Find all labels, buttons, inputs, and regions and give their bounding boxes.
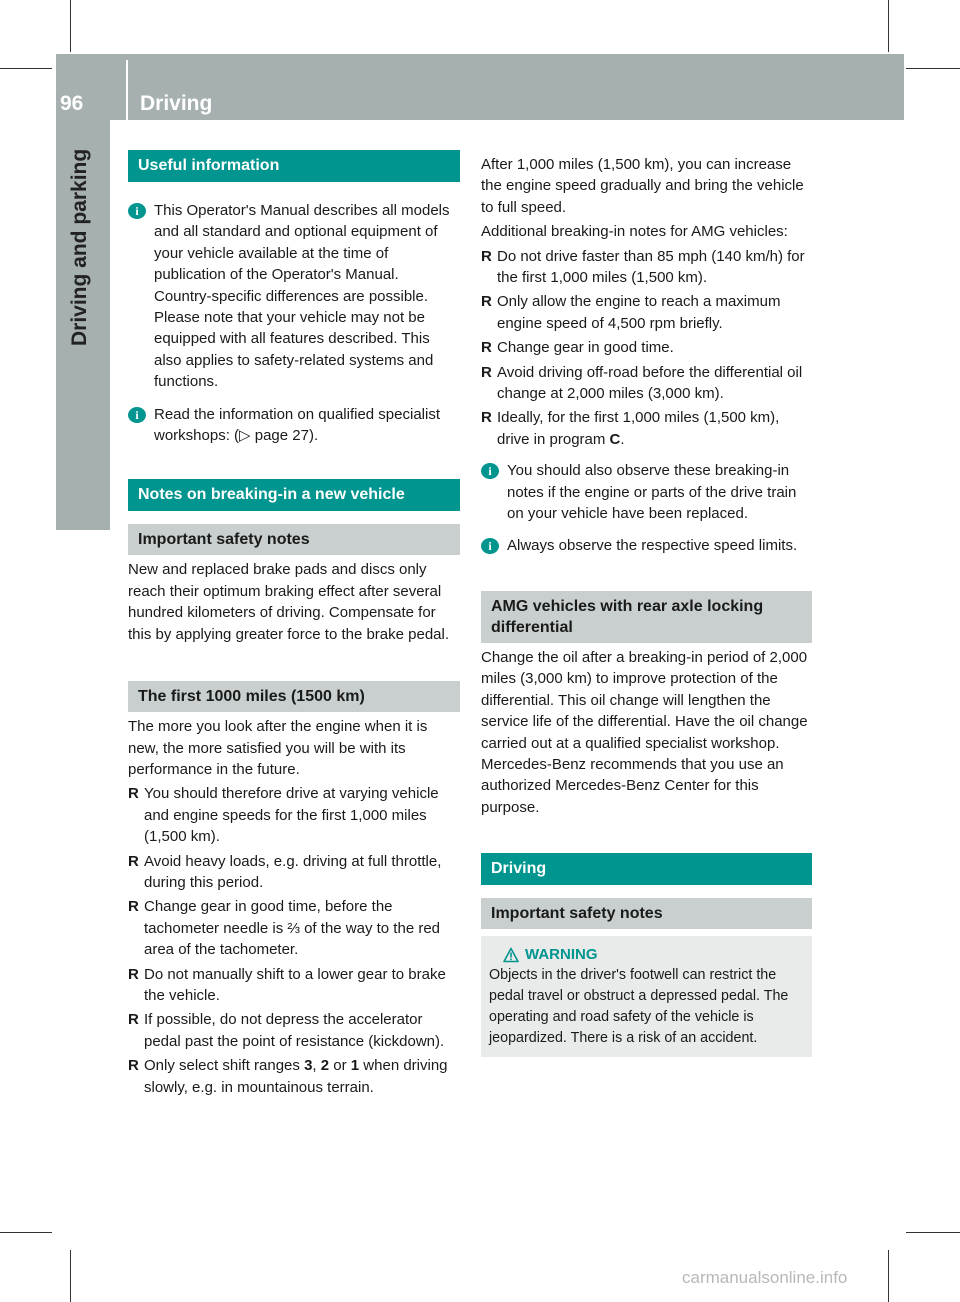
shift-range-2: 2 [320, 1057, 330, 1075]
crop-mark [888, 0, 889, 52]
list-item [481, 246, 812, 289]
body-text: Change the oil after a breaking-in period of 2,000 miles (3,000 km) to improve protection of the differential. This oil change will lengthen the service life of the differential. Have the oil change carried out at a qualified specialist workshop. Mercedes-Benz recommends that you use an authorized Mercedes-Benz Center for this purpose. [481, 648, 808, 816]
subheading-driving-safety: Important safety notes [481, 898, 812, 929]
list-item [481, 291, 812, 334]
info-text: This Operator's Manual describes all models and all standard and optional equipment of your vehicle available at the time of publication of the Operator's Manual. Country-specific differences are possible. Please note that your vehicle may not be equipped with all features described. This also applies to safety-related systems and functions. [154, 202, 450, 391]
list-item-text: Do not manually shift to a lower gear to brake the vehicle. [144, 965, 446, 1004]
bullet-mark: R [128, 852, 139, 870]
list-item [481, 337, 812, 358]
info-note [481, 535, 812, 556]
info-icon: i [128, 407, 146, 423]
info-text: Always observe the respective speed limits. [507, 536, 798, 554]
bullet-mark: R [481, 363, 492, 381]
info-icon: i [481, 538, 499, 554]
text-run: or [329, 1057, 351, 1075]
subheading-safety: Important safety notes [128, 524, 460, 555]
crop-mark [906, 1232, 960, 1233]
crop-mark [888, 1250, 889, 1302]
bullet-list [128, 783, 460, 1098]
subheading-first-miles: The first 1000 miles (1500 km) [128, 681, 460, 712]
info-icon: i [128, 203, 146, 219]
page-number: 96 [60, 92, 84, 115]
program-c: C [609, 430, 621, 448]
list-item [481, 407, 812, 450]
list-item [481, 362, 812, 405]
crop-mark [70, 0, 71, 52]
list-item [128, 964, 460, 1007]
warning-title: WARNING [525, 946, 598, 964]
list-item-text: You should therefore drive at varying vehicle and engine speeds for the first 1,000 miles (1,500 km). [144, 785, 439, 846]
bullet-mark: R [128, 1011, 139, 1029]
warning-text: Objects in the driver's footwell can restrict the pedal travel or obstruct a depressed pedal. The operating and road safety of the vehicle is jeopardized. There is a risk of an accident. [489, 967, 789, 1047]
list-item-text [497, 407, 812, 450]
info-note [481, 460, 812, 524]
list-item-text: Change gear in good time. [497, 339, 674, 357]
body-text: After 1,000 miles (1,500 km), you can increase the engine speed gradually and bring the vehicle to full speed. [481, 156, 804, 216]
list-item-text: Avoid driving off-road before the differential oil change at 2,000 miles (3,000 km). [497, 363, 803, 403]
crop-mark [0, 68, 52, 69]
left-column [128, 150, 460, 1098]
bullet-mark: R [128, 1057, 139, 1075]
list-item-text: Change gear in good time, before the tachometer needle is ⅔ of the way to the red area of the tachometer. [144, 898, 441, 959]
list-item-text: Do not drive faster than 85 mph (140 km/h) for the first 1,000 miles (1,500 km). [497, 247, 805, 287]
list-item-text: Only allow the engine to reach a maximum engine speed of 4,500 rpm briefly. [497, 293, 781, 332]
bullet-mark: R [481, 247, 492, 265]
info-note [128, 404, 460, 447]
info-note [128, 200, 460, 393]
watermark: carmanualsonline.info [682, 1268, 848, 1287]
side-tab-label-wrap [68, 120, 104, 530]
section-heading-breaking-in: Notes on breaking-in a new vehicle [128, 479, 460, 511]
body-text: The more you look after the engine when it is new, the more satisfied you will be with its performance in the future. [128, 718, 428, 778]
warning-box [481, 936, 812, 1057]
list-item-text [144, 1055, 460, 1098]
text-run: when driving slowly, e.g. in mountainous terrain. [144, 1057, 448, 1096]
list-item [128, 1055, 460, 1098]
list-item [128, 1009, 460, 1052]
text-run: Ideally, for the first 1,000 miles (1,500 km), drive in program [497, 409, 780, 448]
crop-mark [70, 1250, 71, 1302]
right-column [481, 154, 812, 1057]
bullet-mark: R [481, 293, 492, 311]
subheading-axle: AMG vehicles with rear axle locking differential [481, 591, 812, 643]
body-text: New and replaced brake pads and discs only reach their optimum braking effect after several hundred kilometers of driving. Compensate for this by applying greater force to the brake pedal. [128, 561, 450, 643]
warning-title-row [503, 944, 804, 965]
list-item [128, 783, 460, 847]
section-heading-useful: Useful information [128, 150, 460, 182]
list-item-text: If possible, do not depress the accelerator pedal past the point of resistance (kickdown). [144, 1011, 445, 1050]
info-icon: i [481, 463, 499, 479]
crop-mark [906, 68, 960, 69]
bullet-mark: R [128, 898, 139, 916]
text-run: . [620, 430, 625, 448]
info-text: Read the information on qualified specialist workshops: (▷ page 27). [154, 405, 441, 445]
list-item-text: Avoid heavy loads, e.g. driving at full throttle, during this period. [144, 852, 442, 891]
bullet-mark: R [128, 965, 139, 983]
text-run: Only select shift ranges [144, 1057, 305, 1075]
bullet-mark: R [128, 785, 139, 803]
shift-range-3: 3 [304, 1057, 313, 1075]
shift-range-1: 1 [350, 1057, 360, 1075]
header-title: Driving [140, 92, 213, 115]
header-divider [126, 60, 128, 120]
crop-mark [0, 1232, 52, 1233]
info-text: You should also observe these breaking-in notes if the engine or parts of the drive train on your vehicle have been replaced. [507, 462, 797, 523]
bullet-list [481, 246, 812, 451]
text-run: , [312, 1057, 321, 1075]
section-heading-driving: Driving [481, 853, 812, 885]
bullet-mark: R [481, 409, 492, 427]
side-tab-label: Driving and parking [68, 148, 91, 346]
warning-icon [503, 947, 519, 963]
list-item [128, 896, 460, 960]
bullet-mark: R [481, 339, 492, 357]
body-text: Additional breaking-in notes for AMG vehicles: [481, 223, 788, 241]
list-item [128, 851, 460, 894]
